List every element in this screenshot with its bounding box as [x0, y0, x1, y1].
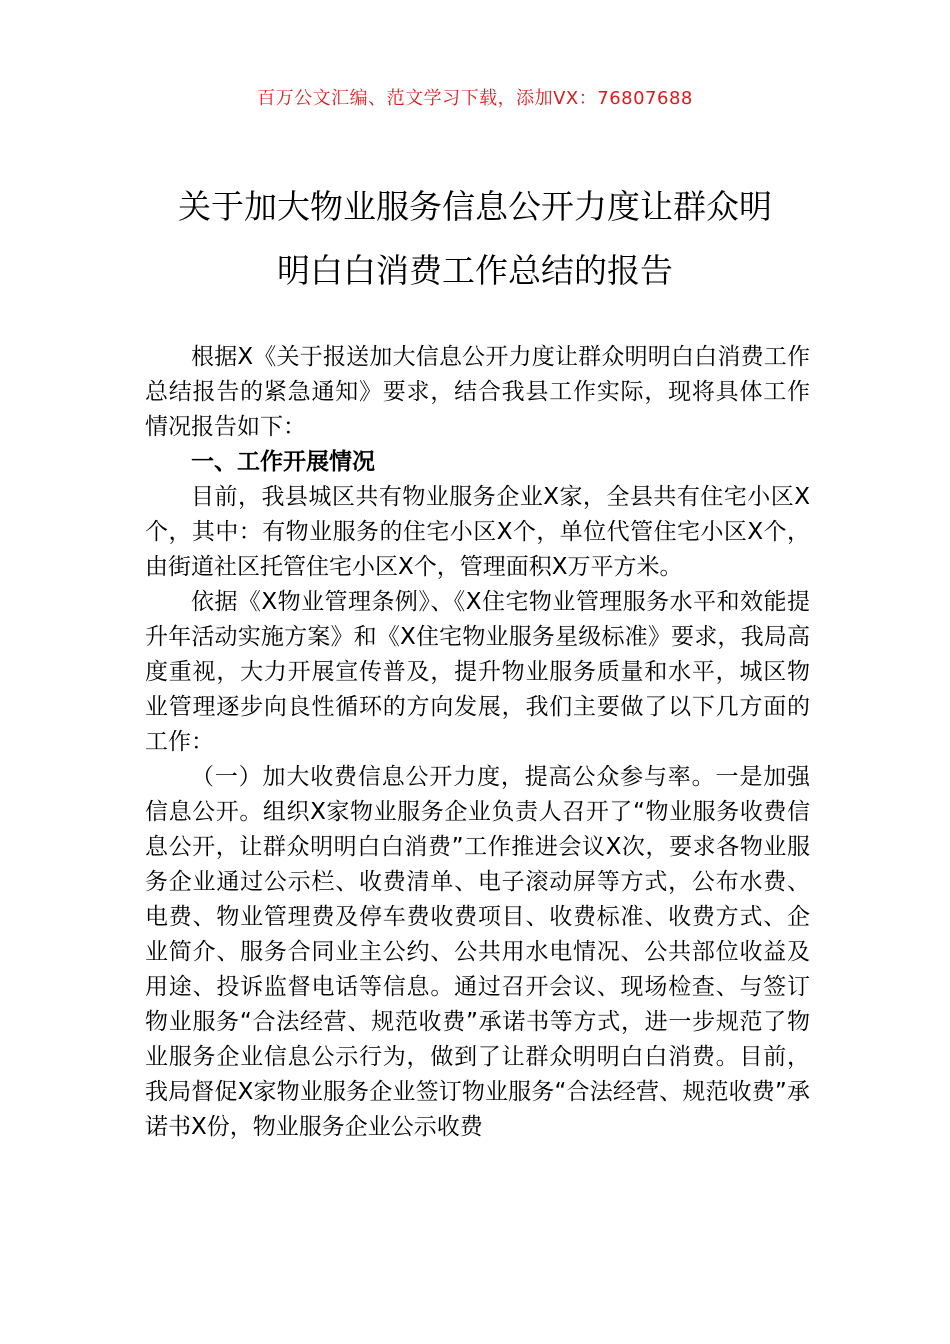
- title-line-2: 明白白消费工作总结的报告: [277, 251, 673, 290]
- title-line-1: 关于加大物业服务信息公开力度让群众明: [178, 187, 772, 226]
- document-title: [100, 175, 850, 303]
- intro-paragraph: 根据X《关于报送加大信息公开力度让群众明明白白消费工作总结报告的紧急通知》要求，结合我县工作实际，现将具体工作情况报告如下：: [145, 344, 810, 440]
- basis-paragraph: 依据《X物业管理条例》、《X住宅物业管理服务水平和效能提升年活动实施方案》和《X住宅物业服务星级标准》要求，我局高度重视，大力开展宣传普及，提升物业服务质量和水平，城区物业管理逐步向良性循环的方向发展，我们主要做了以下几方面的工作：: [145, 589, 810, 755]
- watermark-banner: 百万公文汇编、范文学习下载，添加VX：76807688: [257, 88, 693, 109]
- overview-paragraph: 目前，我县城区共有物业服务企业X家，全县共有住宅小区X个，其中：有物业服务的住宅小区X个，单位代管住宅小区X个，由街道社区托管住宅小区X个，管理面积X万平方米。: [145, 484, 810, 580]
- document-body: [145, 340, 810, 1145]
- item-one-paragraph: （一）加大收费信息公开力度，提高公众参与率。一是加强信息公开。组织X家物业服务企业负责人召开了“物业服务收费信息公开，让群众明明白白消费”工作推进会议X次，要求各物业服务企业通过公示栏、收费清单、电子滚动屏等方式，公布水费、电费、物业管理费及停车费收费项目、收费标准、收费方式、企业简介、服务合同业主公约、公共用水电情况、公共部位收益及用途、投诉监督电话等信息。通过召开会议、现场检查、与签订物业服务“合法经营、规范收费”承诺书等方式，进一步规范了物业服务企业信息公示行为，做到了让群众明明白白消费。目前，我局督促X家物业服务企业签订物业服务“合法经营、规范收费”承诺书X份，物业服务企业公示收费: [145, 764, 810, 1140]
- section-heading: 一、工作开展情况: [191, 449, 375, 475]
